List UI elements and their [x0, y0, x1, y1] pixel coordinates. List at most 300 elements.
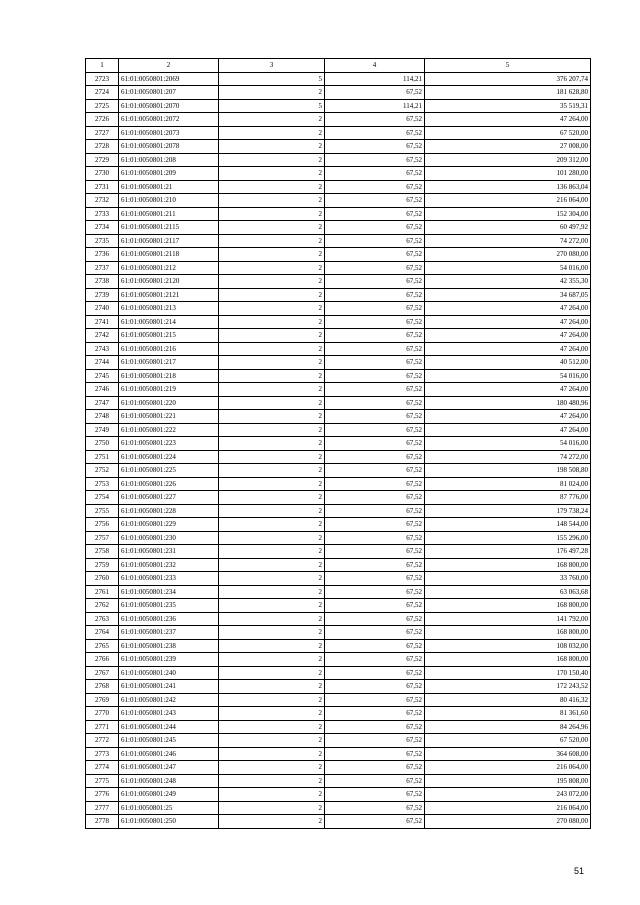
table-cell-col-4: 67,52: [325, 464, 425, 478]
table-cell-col-3: 2: [219, 747, 325, 761]
table-cell-col-4: 67,52: [325, 167, 425, 181]
table-cell-col-4: 67,52: [325, 801, 425, 815]
table-cell-col-3: 2: [219, 126, 325, 140]
table-row: [86, 653, 591, 667]
table-cell-col-4: 67,52: [325, 734, 425, 748]
table-cell-col-4: 67,52: [325, 585, 425, 599]
table-cell-col-3: 2: [219, 113, 325, 127]
table-row: [86, 572, 591, 586]
table-row: [86, 666, 591, 680]
table-cell-col-5: 67 520,00: [425, 734, 591, 748]
table-cell-col-2: 61:01:0050801:227: [119, 491, 219, 505]
table-cell-col-4: 67,52: [325, 774, 425, 788]
table-cell-col-3: 5: [219, 99, 325, 113]
table-cell-col-1: 2724: [86, 86, 119, 100]
table-row: [86, 396, 591, 410]
table-cell-col-5: 54 016,00: [425, 369, 591, 383]
table-cell-col-2: 61:01:0050801:216: [119, 342, 219, 356]
table-cell-col-2: 61:01:0050801:25: [119, 801, 219, 815]
table-cell-col-4: 67,52: [325, 707, 425, 721]
table-row: [86, 410, 591, 424]
table-cell-col-1: 2754: [86, 491, 119, 505]
table-cell-col-3: 2: [219, 140, 325, 154]
table-cell-col-4: 67,52: [325, 639, 425, 653]
table-cell-col-3: 2: [219, 234, 325, 248]
table-row: [86, 693, 591, 707]
table-row: [86, 167, 591, 181]
table-cell-col-2: 61:01:0050801:2121: [119, 288, 219, 302]
table-cell-col-1: 2765: [86, 639, 119, 653]
table-row: [86, 221, 591, 235]
table-cell-col-1: 2730: [86, 167, 119, 181]
table-cell-col-1: 2769: [86, 693, 119, 707]
table-cell-col-4: 67,52: [325, 275, 425, 289]
table-cell-col-4: 67,52: [325, 531, 425, 545]
table-cell-col-4: 114,21: [325, 99, 425, 113]
table-cell-col-1: 2767: [86, 666, 119, 680]
table-cell-col-2: 61:01:0050801:2118: [119, 248, 219, 262]
table-cell-col-3: 2: [219, 288, 325, 302]
table-row: [86, 599, 591, 613]
table-row: [86, 113, 591, 127]
table-cell-col-1: 2745: [86, 369, 119, 383]
table-cell-col-2: 61:01:0050801:2073: [119, 126, 219, 140]
table-cell-col-3: 5: [219, 72, 325, 86]
table-cell-col-5: 148 544,00: [425, 518, 591, 532]
table-cell-col-1: 2752: [86, 464, 119, 478]
table-cell-col-1: 2764: [86, 626, 119, 640]
table-cell-col-1: 2773: [86, 747, 119, 761]
table-cell-col-5: 168 800,00: [425, 558, 591, 572]
table-cell-col-3: 2: [219, 315, 325, 329]
table-cell-col-1: 2727: [86, 126, 119, 140]
column-header-1: 1: [86, 59, 119, 73]
table-cell-col-5: 170 150,40: [425, 666, 591, 680]
table-cell-col-4: 67,52: [325, 437, 425, 451]
table-cell-col-1: 2763: [86, 612, 119, 626]
table-cell-col-4: 67,52: [325, 221, 425, 235]
table-row: [86, 720, 591, 734]
table-cell-col-5: 270 080,00: [425, 248, 591, 262]
table-cell-col-5: 35 519,31: [425, 99, 591, 113]
table-cell-col-3: 2: [219, 153, 325, 167]
table-cell-col-1: 2725: [86, 99, 119, 113]
table-cell-col-3: 2: [219, 383, 325, 397]
table-cell-col-5: 364 608,00: [425, 747, 591, 761]
table-cell-col-3: 2: [219, 504, 325, 518]
table-cell-col-2: 61:01:0050801:2117: [119, 234, 219, 248]
table-cell-col-5: 181 628,80: [425, 86, 591, 100]
table-cell-col-4: 67,52: [325, 356, 425, 370]
table-cell-col-5: 60 497,92: [425, 221, 591, 235]
table-cell-col-2: 61:01:0050801:232: [119, 558, 219, 572]
table-cell-col-1: 2740: [86, 302, 119, 316]
table-cell-col-5: 40 512,00: [425, 356, 591, 370]
table-cell-col-4: 67,52: [325, 599, 425, 613]
table-row: [86, 531, 591, 545]
table-cell-col-3: 2: [219, 815, 325, 829]
table-row: [86, 518, 591, 532]
table-cell-col-1: 2749: [86, 423, 119, 437]
table-row: [86, 747, 591, 761]
table-cell-col-4: 67,52: [325, 113, 425, 127]
table-row: [86, 288, 591, 302]
table-cell-col-4: 67,52: [325, 720, 425, 734]
table-cell-col-4: 67,52: [325, 329, 425, 343]
table-cell-col-2: 61:01:0050801:2115: [119, 221, 219, 235]
table-row: [86, 707, 591, 721]
table-cell-col-1: 2759: [86, 558, 119, 572]
table-cell-col-2: 61:01:0050801:226: [119, 477, 219, 491]
table-cell-col-3: 2: [219, 788, 325, 802]
table-cell-col-4: 67,52: [325, 410, 425, 424]
table-cell-col-2: 61:01:0050801:214: [119, 315, 219, 329]
table-cell-col-1: 2736: [86, 248, 119, 262]
table-cell-col-4: 67,52: [325, 180, 425, 194]
table-cell-col-3: 2: [219, 774, 325, 788]
table-cell-col-1: 2746: [86, 383, 119, 397]
table-cell-col-5: 74 272,00: [425, 234, 591, 248]
table-cell-col-4: 67,52: [325, 126, 425, 140]
table-cell-col-2: 61:01:0050801:243: [119, 707, 219, 721]
table-cell-col-4: 67,52: [325, 491, 425, 505]
table-cell-col-1: 2758: [86, 545, 119, 559]
table-cell-col-3: 2: [219, 248, 325, 262]
table-cell-col-2: 61:01:0050801:219: [119, 383, 219, 397]
table-cell-col-5: 216 064,00: [425, 801, 591, 815]
table-cell-col-5: 168 800,00: [425, 653, 591, 667]
table-row: [86, 801, 591, 815]
table-cell-col-3: 2: [219, 531, 325, 545]
table-cell-col-4: 67,52: [325, 315, 425, 329]
table-cell-col-5: 54 016,00: [425, 261, 591, 275]
table-cell-col-4: 67,52: [325, 342, 425, 356]
table-cell-col-1: 2775: [86, 774, 119, 788]
table-cell-col-2: 61:01:0050801:247: [119, 761, 219, 775]
table-cell-col-4: 67,52: [325, 86, 425, 100]
table-cell-col-3: 2: [219, 423, 325, 437]
table-cell-col-2: 61:01:0050801:21: [119, 180, 219, 194]
table-cell-col-2: 61:01:0050801:218: [119, 369, 219, 383]
table-cell-col-5: 47 264,00: [425, 315, 591, 329]
table-cell-col-5: 81 024,00: [425, 477, 591, 491]
table-cell-col-3: 2: [219, 558, 325, 572]
table-cell-col-5: 47 264,00: [425, 410, 591, 424]
table-cell-col-1: 2772: [86, 734, 119, 748]
table-cell-col-2: 61:01:0050801:220: [119, 396, 219, 410]
table-cell-col-5: 74 272,00: [425, 450, 591, 464]
table-cell-col-5: 42 355,30: [425, 275, 591, 289]
table-cell-col-3: 2: [219, 734, 325, 748]
table-cell-col-1: 2770: [86, 707, 119, 721]
table-row: [86, 194, 591, 208]
table-row: [86, 612, 591, 626]
table-cell-col-1: 2771: [86, 720, 119, 734]
table-cell-col-2: 61:01:0050801:246: [119, 747, 219, 761]
table-cell-col-5: 81 361,60: [425, 707, 591, 721]
table-cell-col-2: 61:01:0050801:213: [119, 302, 219, 316]
table-cell-col-3: 2: [219, 302, 325, 316]
table-row: [86, 423, 591, 437]
table-cell-col-3: 2: [219, 275, 325, 289]
table-cell-col-2: 61:01:0050801:238: [119, 639, 219, 653]
table-cell-col-5: 180 480,96: [425, 396, 591, 410]
table-cell-col-1: 2777: [86, 801, 119, 815]
table-cell-col-3: 2: [219, 396, 325, 410]
table-cell-col-1: 2778: [86, 815, 119, 829]
table-cell-col-5: 270 080,00: [425, 815, 591, 829]
table-cell-col-5: 80 416,32: [425, 693, 591, 707]
table-cell-col-5: 67 520,00: [425, 126, 591, 140]
table-cell-col-2: 61:01:0050801:244: [119, 720, 219, 734]
table-cell-col-3: 2: [219, 221, 325, 235]
data-table: [85, 58, 591, 829]
table-row: [86, 774, 591, 788]
table-cell-col-1: 2761: [86, 585, 119, 599]
table-cell-col-2: 61:01:0050801:217: [119, 356, 219, 370]
table-cell-col-1: 2744: [86, 356, 119, 370]
table-row: [86, 545, 591, 559]
table-cell-col-3: 2: [219, 612, 325, 626]
table-cell-col-3: 2: [219, 329, 325, 343]
table-cell-col-3: 2: [219, 410, 325, 424]
table-cell-col-1: 2756: [86, 518, 119, 532]
table-cell-col-5: 108 032,00: [425, 639, 591, 653]
table-cell-col-1: 2733: [86, 207, 119, 221]
table-cell-col-1: 2734: [86, 221, 119, 235]
table-cell-col-3: 2: [219, 207, 325, 221]
table-row: [86, 180, 591, 194]
table-row: [86, 140, 591, 154]
table-cell-col-1: 2753: [86, 477, 119, 491]
table-cell-col-3: 2: [219, 599, 325, 613]
table-cell-col-4: 67,52: [325, 518, 425, 532]
table-cell-col-2: 61:01:0050801:242: [119, 693, 219, 707]
table-cell-col-1: 2748: [86, 410, 119, 424]
table-row: [86, 315, 591, 329]
table-cell-col-3: 2: [219, 707, 325, 721]
table-row: [86, 477, 591, 491]
table-cell-col-2: 61:01:0050801:2070: [119, 99, 219, 113]
table-cell-col-5: 47 264,00: [425, 113, 591, 127]
table-cell-col-5: 243 072,00: [425, 788, 591, 802]
table-row: [86, 437, 591, 451]
table-cell-col-5: 176 497,28: [425, 545, 591, 559]
table-cell-col-3: 2: [219, 653, 325, 667]
table-row: [86, 72, 591, 86]
table-row: [86, 248, 591, 262]
table-row: [86, 491, 591, 505]
table-cell-col-3: 2: [219, 369, 325, 383]
table-cell-col-4: 67,52: [325, 423, 425, 437]
table-cell-col-1: 2774: [86, 761, 119, 775]
table-cell-col-5: 47 264,00: [425, 329, 591, 343]
table-cell-col-2: 61:01:0050801:212: [119, 261, 219, 275]
table-cell-col-4: 67,52: [325, 248, 425, 262]
table-cell-col-2: 61:01:0050801:211: [119, 207, 219, 221]
table-cell-col-3: 2: [219, 801, 325, 815]
table-cell-col-3: 2: [219, 180, 325, 194]
table-cell-col-2: 61:01:0050801:210: [119, 194, 219, 208]
table-row: [86, 342, 591, 356]
table-cell-col-4: 67,52: [325, 504, 425, 518]
table-cell-col-3: 2: [219, 720, 325, 734]
table-cell-col-5: 136 863,04: [425, 180, 591, 194]
table-cell-col-2: 61:01:0050801:239: [119, 653, 219, 667]
table-cell-col-3: 2: [219, 572, 325, 586]
column-header-2: 2: [119, 59, 219, 73]
table-cell-col-5: 54 016,00: [425, 437, 591, 451]
table-cell-col-1: 2728: [86, 140, 119, 154]
table-cell-col-1: 2739: [86, 288, 119, 302]
table-cell-col-1: 2737: [86, 261, 119, 275]
table-cell-col-3: 2: [219, 761, 325, 775]
table-cell-col-3: 2: [219, 356, 325, 370]
table-cell-col-5: 168 800,00: [425, 599, 591, 613]
table-cell-col-2: 61:01:0050801:223: [119, 437, 219, 451]
table-row: [86, 504, 591, 518]
table-cell-col-2: 61:01:0050801:231: [119, 545, 219, 559]
table-cell-col-2: 61:01:0050801:2069: [119, 72, 219, 86]
table-cell-col-3: 2: [219, 518, 325, 532]
table-cell-col-4: 67,52: [325, 761, 425, 775]
table-cell-col-1: 2776: [86, 788, 119, 802]
table-cell-col-5: 168 800,00: [425, 626, 591, 640]
table-cell-col-1: 2726: [86, 113, 119, 127]
table-cell-col-3: 2: [219, 585, 325, 599]
table-cell-col-2: 61:01:0050801:228: [119, 504, 219, 518]
table-cell-col-2: 61:01:0050801:230: [119, 531, 219, 545]
table-cell-col-5: 179 738,24: [425, 504, 591, 518]
table-cell-col-5: 195 808,00: [425, 774, 591, 788]
table-cell-col-5: 47 264,00: [425, 383, 591, 397]
table-cell-col-1: 2738: [86, 275, 119, 289]
table-cell-col-1: 2760: [86, 572, 119, 586]
table-cell-col-2: 61:01:0050801:208: [119, 153, 219, 167]
table-cell-col-4: 67,52: [325, 653, 425, 667]
table-cell-col-4: 67,52: [325, 626, 425, 640]
table-cell-col-5: 27 008,00: [425, 140, 591, 154]
table-cell-col-5: 87 776,00: [425, 491, 591, 505]
table-cell-col-5: 155 296,00: [425, 531, 591, 545]
table-cell-col-1: 2732: [86, 194, 119, 208]
table-cell-col-5: 34 687,05: [425, 288, 591, 302]
table-row: [86, 99, 591, 113]
table-cell-col-5: 47 264,00: [425, 302, 591, 316]
table-cell-col-5: 198 508,80: [425, 464, 591, 478]
table-cell-col-4: 67,52: [325, 396, 425, 410]
table-cell-col-2: 61:01:0050801:207: [119, 86, 219, 100]
table-row: [86, 126, 591, 140]
table-cell-col-4: 67,52: [325, 788, 425, 802]
table-cell-col-3: 2: [219, 194, 325, 208]
table-cell-col-2: 61:01:0050801:237: [119, 626, 219, 640]
table-cell-col-5: 101 280,00: [425, 167, 591, 181]
table-cell-col-2: 61:01:0050801:248: [119, 774, 219, 788]
table-cell-col-5: 47 264,00: [425, 423, 591, 437]
table-cell-col-3: 2: [219, 693, 325, 707]
table-cell-col-4: 67,52: [325, 680, 425, 694]
table-row: [86, 275, 591, 289]
table-cell-col-2: 61:01:0050801:241: [119, 680, 219, 694]
table-row: [86, 788, 591, 802]
table-cell-col-3: 2: [219, 450, 325, 464]
table-cell-col-2: 61:01:0050801:225: [119, 464, 219, 478]
table-cell-col-2: 61:01:0050801:233: [119, 572, 219, 586]
table-cell-col-4: 67,52: [325, 450, 425, 464]
table-row: [86, 680, 591, 694]
table-row: [86, 356, 591, 370]
table-cell-col-5: 152 304,00: [425, 207, 591, 221]
table-cell-col-5: 84 264,96: [425, 720, 591, 734]
table-cell-col-3: 2: [219, 477, 325, 491]
table-cell-col-2: 61:01:0050801:215: [119, 329, 219, 343]
table-cell-col-3: 2: [219, 342, 325, 356]
table-row: [86, 639, 591, 653]
table-cell-col-3: 2: [219, 491, 325, 505]
table-row: [86, 585, 591, 599]
table-row: [86, 626, 591, 640]
table-cell-col-5: 216 064,00: [425, 761, 591, 775]
table-header-row: [86, 59, 591, 73]
table-row: [86, 761, 591, 775]
table-cell-col-2: 61:01:0050801:229: [119, 518, 219, 532]
table-cell-col-4: 67,52: [325, 558, 425, 572]
table-cell-col-2: 61:01:0050801:234: [119, 585, 219, 599]
table-cell-col-1: 2750: [86, 437, 119, 451]
table-cell-col-4: 67,52: [325, 572, 425, 586]
table-cell-col-5: 33 760,00: [425, 572, 591, 586]
table-row: [86, 234, 591, 248]
table-cell-col-3: 2: [219, 680, 325, 694]
table-cell-col-2: 61:01:0050801:222: [119, 423, 219, 437]
table-cell-col-2: 61:01:0050801:209: [119, 167, 219, 181]
table-cell-col-1: 2723: [86, 72, 119, 86]
table-cell-col-3: 2: [219, 639, 325, 653]
table-cell-col-1: 2741: [86, 315, 119, 329]
table-cell-col-3: 2: [219, 437, 325, 451]
table-cell-col-4: 67,52: [325, 194, 425, 208]
table-body: [86, 72, 591, 828]
table-cell-col-4: 67,52: [325, 153, 425, 167]
table-cell-col-5: 63 063,68: [425, 585, 591, 599]
table-cell-col-4: 67,52: [325, 815, 425, 829]
table-cell-col-1: 2743: [86, 342, 119, 356]
table-row: [86, 261, 591, 275]
table-cell-col-3: 2: [219, 86, 325, 100]
table-row: [86, 207, 591, 221]
table-cell-col-3: 2: [219, 464, 325, 478]
table-row: [86, 329, 591, 343]
table-cell-col-1: 2731: [86, 180, 119, 194]
table-cell-col-1: 2768: [86, 680, 119, 694]
table-row: [86, 734, 591, 748]
table-cell-col-3: 2: [219, 261, 325, 275]
table-cell-col-5: 172 243,52: [425, 680, 591, 694]
table-cell-col-1: 2766: [86, 653, 119, 667]
table-cell-col-1: 2729: [86, 153, 119, 167]
table-cell-col-4: 67,52: [325, 477, 425, 491]
table-cell-col-5: 209 312,00: [425, 153, 591, 167]
table-cell-col-4: 67,52: [325, 302, 425, 316]
table-cell-col-4: 67,52: [325, 693, 425, 707]
page-number: 51: [573, 866, 584, 876]
table-cell-col-4: 67,52: [325, 612, 425, 626]
table-cell-col-2: 61:01:0050801:2078: [119, 140, 219, 154]
table-cell-col-1: 2757: [86, 531, 119, 545]
table-row: [86, 450, 591, 464]
table-cell-col-5: 216 064,00: [425, 194, 591, 208]
